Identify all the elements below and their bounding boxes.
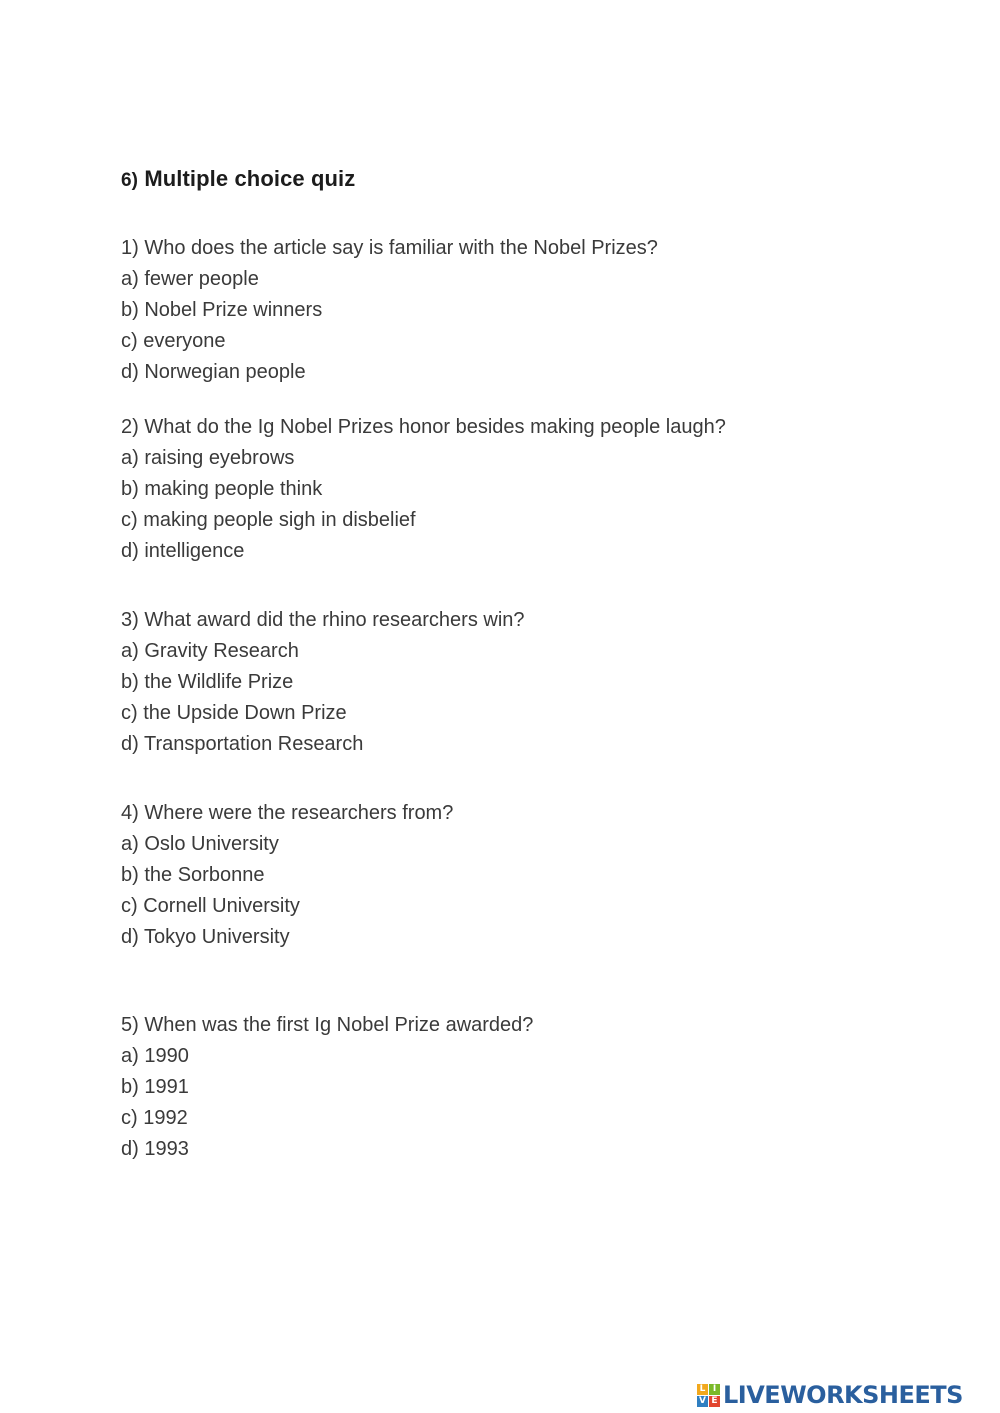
question-4 xyxy=(121,798,453,953)
logo-text: LIVEWORKSHEETS xyxy=(723,1381,963,1409)
answer-option: b) the Wildlife Prize xyxy=(121,671,294,693)
question-2 xyxy=(121,412,726,567)
question-prompt: 2) What do the Ig Nobel Prizes honor besides making people laugh? xyxy=(121,416,726,438)
answer-option: b) the Sorbonne xyxy=(121,864,265,886)
answer-option: c) everyone xyxy=(121,330,226,352)
answer-option: d) Tokyo University xyxy=(121,926,290,948)
answer-option: a) fewer people xyxy=(121,268,259,290)
answer-option: b) making people think xyxy=(121,478,323,500)
answer-option: a) 1990 xyxy=(121,1045,189,1067)
logo-mark-tile: L xyxy=(697,1384,708,1395)
section-number: 6) xyxy=(121,170,139,191)
answer-option: c) making people sigh in disbelief xyxy=(121,509,416,531)
question-prompt: 4) Where were the researchers from? xyxy=(121,802,454,824)
answer-option: c) 1992 xyxy=(121,1107,188,1129)
question-prompt: 5) When was the first Ig Nobel Prize awarded? xyxy=(121,1014,534,1036)
answer-option: d) 1993 xyxy=(121,1138,189,1160)
question-3 xyxy=(121,605,525,760)
answer-option: b) Nobel Prize winners xyxy=(121,299,323,321)
question-5 xyxy=(121,1010,533,1165)
answer-option: d) Norwegian people xyxy=(121,361,306,383)
section-title: Multiple choice quiz xyxy=(144,166,356,191)
question-prompt: 1) Who does the article say is familiar with the Nobel Prizes? xyxy=(121,237,658,259)
answer-option: d) Transportation Research xyxy=(121,733,364,755)
answer-option: a) raising eyebrows xyxy=(121,447,295,469)
answer-option: b) 1991 xyxy=(121,1076,189,1098)
question-prompt: 3) What award did the rhino researchers win? xyxy=(121,609,525,631)
question-1 xyxy=(121,233,658,388)
logo-mark-tile: I xyxy=(709,1384,720,1395)
page-title xyxy=(121,166,355,192)
logo-mark-tile: E xyxy=(709,1396,720,1407)
answer-option: a) Oslo University xyxy=(121,833,279,855)
answer-option: a) Gravity Research xyxy=(121,640,299,662)
answer-option: c) Cornell University xyxy=(121,895,300,917)
liveworksheets-logo xyxy=(697,1378,963,1412)
answer-option: d) intelligence xyxy=(121,540,245,562)
answer-option: c) the Upside Down Prize xyxy=(121,702,347,724)
logo-mark-icon xyxy=(697,1384,720,1407)
logo-mark-tile: V xyxy=(697,1396,708,1407)
